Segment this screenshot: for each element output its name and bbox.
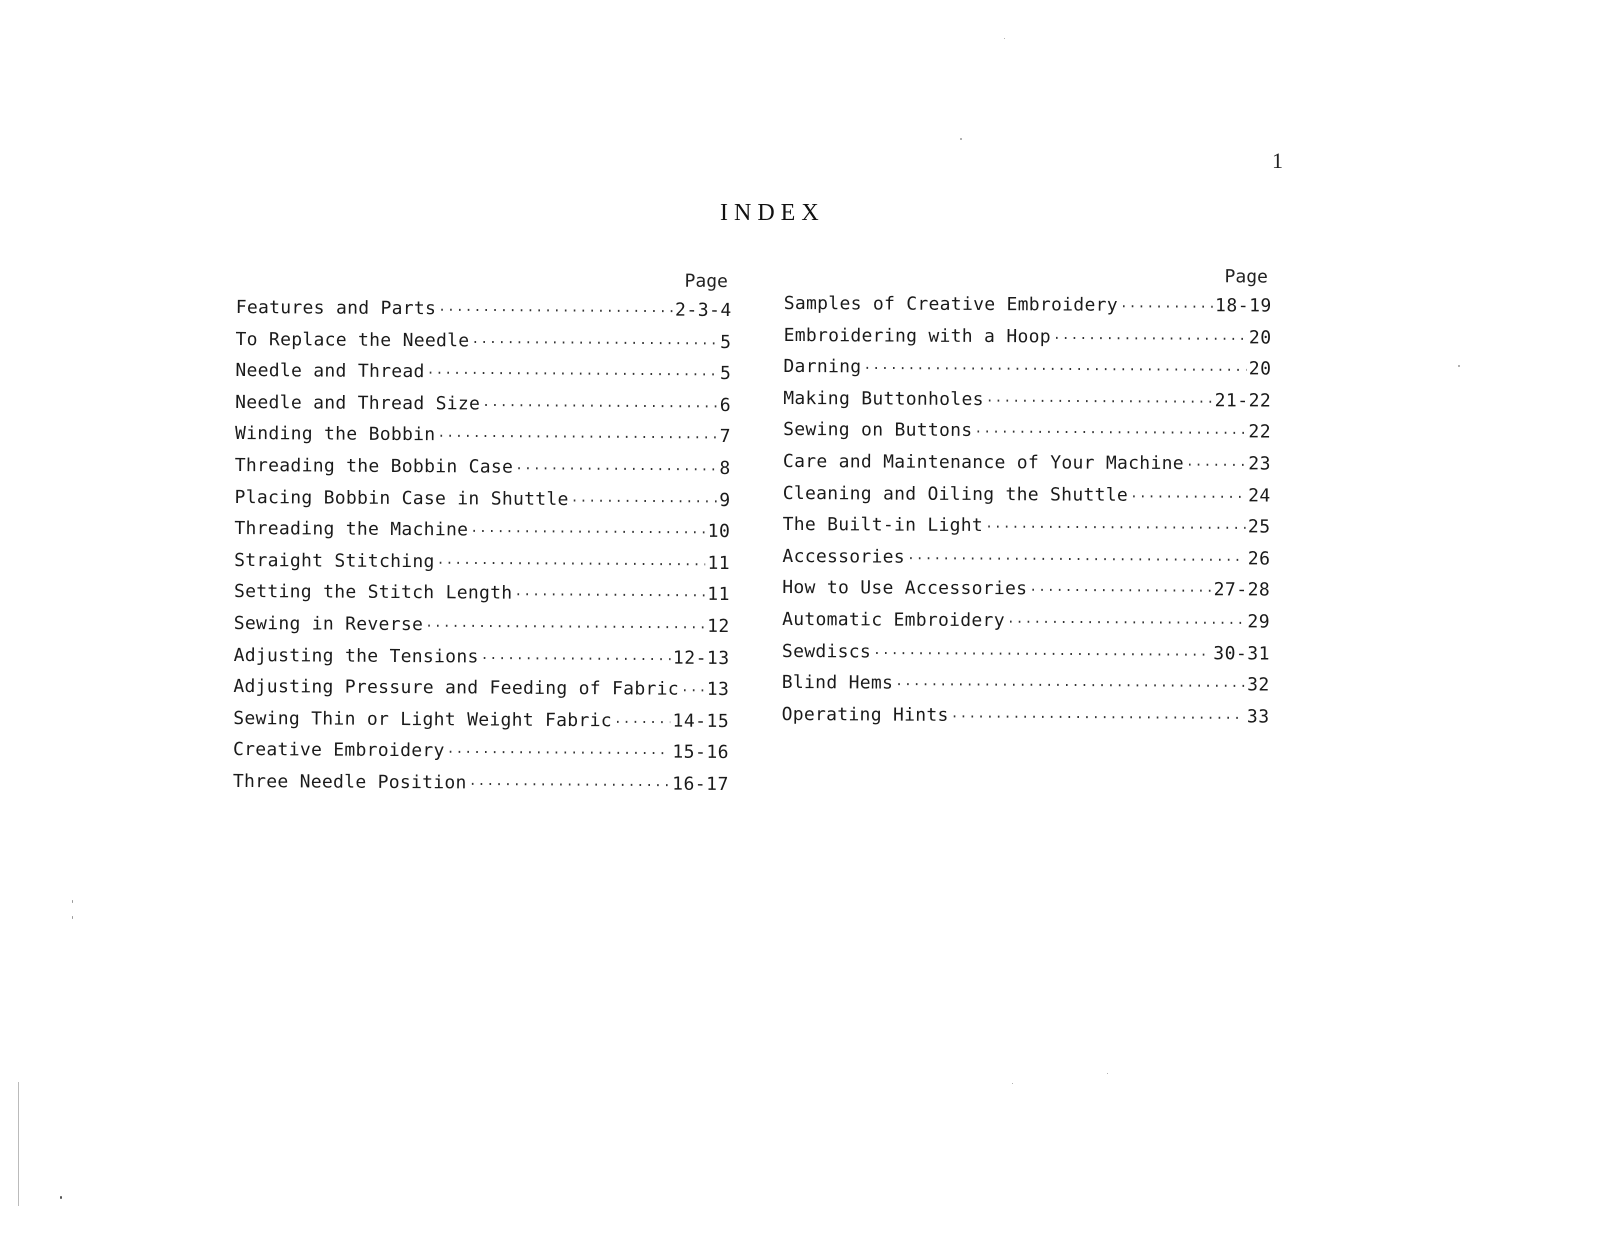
entry-page: 10 [707,521,731,543]
entry-label: Accessories [782,545,906,568]
entry-page: 22 [1248,421,1272,443]
index-entry [235,450,731,485]
entry-label: Straight Stitching [234,549,435,572]
entry-label: Sewdiscs [781,640,872,662]
entry-page: 7 [719,426,732,448]
entry-page: 9 [719,489,731,511]
entry-label: Darning [783,356,862,378]
entry-page: 27-28 [1213,579,1271,601]
dot-leader [985,512,1246,545]
dot-leader [895,670,1245,703]
index-title: INDEX [720,200,825,226]
entry-page: 24 [1248,484,1271,507]
entry-label: Threading the Bobbin Case [234,454,514,478]
index-entry [783,478,1271,512]
index-entry [782,667,1270,701]
index-entry [233,766,729,801]
entry-label: Sewing Thin or Light Weight Fabric [233,707,612,732]
index-entry [782,604,1270,638]
entry-label: Automatic Embroidery [782,608,1005,632]
dot-leader [447,738,671,771]
dot-leader [438,295,673,328]
entry-label: Setting the Stitch Length [233,581,513,605]
index-entry [783,414,1271,448]
dot-leader [1007,607,1246,640]
scan-speck [72,900,73,903]
entry-label: Features and Parts [235,296,437,320]
left-entries [233,292,732,801]
left-index-column [233,266,732,801]
index-entry [783,351,1271,385]
entry-page: 14-15 [672,710,730,732]
dot-leader [427,358,719,391]
scan-speck [60,1196,62,1199]
dot-leader [425,611,705,644]
entry-page: 26 [1247,548,1271,570]
entry-label: Blind Hems [781,672,894,694]
entry-label: Sewing on Buttons [783,419,973,442]
entry-label: Winding the Bobbin [234,423,436,446]
index-entry [234,576,730,611]
index-entry [783,383,1271,417]
dot-leader [482,390,718,423]
scan-speck [72,916,73,919]
entry-page: 33 [1246,706,1270,728]
index-entry [234,608,730,643]
entry-label: The Built-in Light [782,514,984,537]
index-entry [784,320,1272,354]
entry-label: Adjusting Pressure and Feeding of Fabric [233,676,679,700]
entry-label: Needle and Thread [235,360,425,383]
entry-label: How to Use Accessories [782,577,1028,600]
entry-page: 21-22 [1214,390,1272,412]
entry-label: Sewing in Reverse [233,612,424,636]
entry-page: 23 [1248,453,1272,475]
index-entry [234,482,730,517]
index-entry [236,292,732,327]
dot-leader [470,517,706,550]
index-entry [783,446,1271,480]
dot-leader [515,454,717,487]
index-entry [233,703,729,738]
entry-page: 5 [720,331,732,353]
entry-label: Cleaning and Oiling the Shuttle [782,482,1129,506]
entry-label: Creative Embroidery [232,739,445,762]
entry-page: 12-13 [672,647,730,669]
dot-leader [1120,292,1213,324]
scan-speck [1458,365,1460,367]
entry-label: Three Needle Position [232,770,467,794]
index-entry [782,699,1270,733]
index-entry [234,513,730,548]
entry-label: Embroidering with a Hoop [783,324,1051,347]
entry-page: 13 [706,679,730,701]
entry-page: 11 [707,552,731,574]
scan-speck [1107,1073,1108,1074]
entry-label: Care and Maintenance of Your Machine [782,450,1184,475]
dot-leader [873,638,1211,671]
index-entry [782,636,1270,670]
dot-leader [481,643,671,676]
entry-page: 25 [1247,516,1271,538]
dot-leader [1130,481,1246,513]
dot-leader [469,769,671,802]
right-page-header: Page [1224,266,1268,288]
entry-label: Needle and Thread Size [235,391,481,415]
index-entry [784,288,1272,322]
scan-edge-line [18,1082,19,1206]
entry-label: Placing Bobbin Case in Shuttle [234,486,569,510]
index-entry [235,387,731,422]
dot-leader [471,327,718,360]
dot-leader [571,486,718,518]
dot-leader [1053,323,1247,356]
index-entry [234,545,730,580]
dot-leader [907,543,1246,576]
index-entry [782,572,1270,606]
dot-leader [614,707,671,739]
right-index-column [782,262,1272,733]
dot-leader [986,386,1213,419]
entry-page: 32 [1247,674,1270,696]
entry-page: 15-16 [672,741,730,764]
dot-leader [951,702,1245,735]
index-entry [235,355,731,390]
dot-leader [681,676,705,708]
entry-label: Operating Hints [781,703,949,726]
entry-page: 6 [719,394,732,416]
dot-leader [437,422,717,455]
dot-leader [1186,450,1247,482]
entry-page: 16-17 [672,773,729,795]
scan-speck [1004,38,1005,39]
index-entry [233,671,729,706]
entry-page: 2-3-4 [674,299,732,322]
index-entry [235,324,731,359]
entry-page: 18-19 [1215,295,1272,317]
dot-leader [1029,576,1211,609]
entry-page: 11 [707,584,731,606]
entry-label: To Replace the Needle [235,328,470,352]
dot-leader [974,417,1246,450]
dot-leader [514,580,705,613]
entry-label: Adjusting the Tensions [233,644,479,668]
entry-page: 12 [707,615,730,637]
entry-page: 20 [1248,327,1272,349]
index-entry [782,541,1270,575]
scan-speck [1012,1083,1013,1084]
entry-label: Making Buttonholes [783,387,984,410]
entry-page: 5 [719,363,732,385]
index-entry [234,640,730,675]
dot-leader [437,548,706,581]
entry-page: 8 [719,457,731,479]
scan-speck [960,138,962,140]
entry-label: Samples of Creative Embroidery [783,292,1118,316]
index-entry [233,734,729,769]
dot-leader [863,354,1247,388]
index-entry [235,418,731,453]
page-number: 1 [1272,148,1283,173]
right-entries [782,288,1272,733]
entry-label: Threading the Machine [234,518,469,541]
left-page-header: Page [684,270,728,293]
index-entry [783,509,1271,543]
entry-page: 20 [1248,358,1272,380]
entry-page: 30-31 [1213,642,1271,665]
entry-page: 29 [1247,611,1271,633]
